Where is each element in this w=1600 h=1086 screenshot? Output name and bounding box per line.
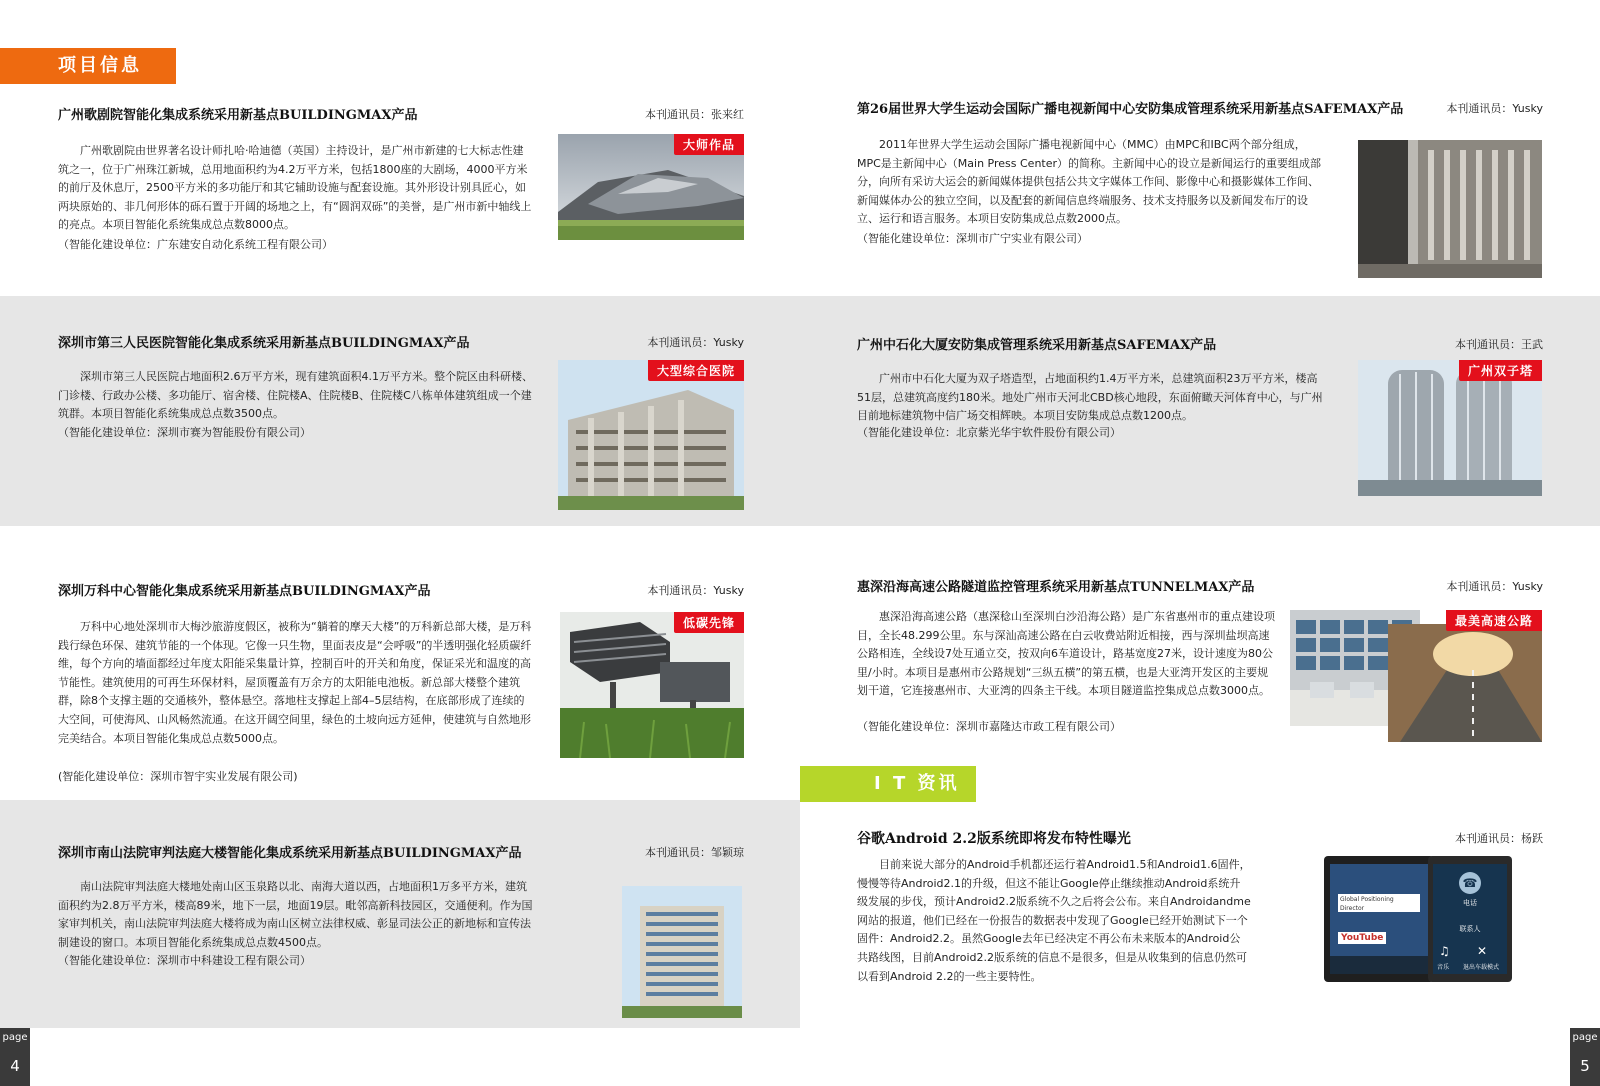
photo-android-phone-home bbox=[1324, 856, 1434, 982]
article-credit: (智能化建设单位：深圳市智宇实业发展有限公司) bbox=[58, 770, 298, 783]
article-reporter: 本刊通讯员：杨跃 bbox=[1455, 832, 1543, 845]
photo-nanshan-court bbox=[622, 886, 742, 1018]
phone-dock bbox=[1330, 956, 1428, 974]
article-title: 谷歌Android 2.2版系统即将发布特性曝光 bbox=[857, 831, 1131, 847]
article-reporter: 本刊通讯员：Yusky bbox=[647, 336, 744, 349]
phone-music-label: 音乐 bbox=[1437, 964, 1450, 971]
article-reporter: 本刊通讯员：邹颖琼 bbox=[645, 846, 744, 859]
article-body: 深圳市第三人民医院占地面积2.6万平方米，现有建筑面积4.1万平方米。整个院区由科研楼、门诊楼、行政办公楼、多功能厅、宿舍楼、住院楼A、住院楼B、住院楼C八栋单体建筑组成一个建筑群。本项目智能化系统集成总点数3500点。 bbox=[58, 370, 533, 421]
music-note-icon: ♫ bbox=[1439, 944, 1450, 958]
article-title: 深圳市南山法院审判法庭大楼智能化集成系统采用新基点BUILDINGMAX产品 bbox=[58, 846, 522, 861]
page-number: 5 bbox=[1580, 1057, 1590, 1075]
photo-badge: 大师作品 bbox=[674, 134, 744, 155]
article-title: 深圳万科中心智能化集成系统采用新基点BUILDINGMAX产品 bbox=[58, 584, 431, 599]
photo-badge: 最美高速公路 bbox=[1446, 610, 1542, 631]
article-title: 惠深沿海高速公路隧道监控管理系统采用新基点TUNNELMAX产品 bbox=[857, 580, 1255, 595]
photo-badge: 大型综合医院 bbox=[648, 360, 744, 381]
section-tag-project-info: 项目信息 bbox=[0, 48, 176, 84]
article-reporter: 本刊通讯员：王武 bbox=[1455, 338, 1543, 351]
article-body: 广州歌剧院由世界著名设计师扎哈·哈迪德（英国）主持设计，是广州市新建的七大标志性建筑之一，位于广州珠江新城，总用地面积约为4.2万平方米，包括1800座的大剧场，4000平方米的前厅及休息厅，2500平方米的多功能厅和其它辅助设施与配套设施。其外形设计别具匠心，如两块原始的、非几何形体的砾石置于开阔的场地之上，有“圆润双砾”的美誉，是广州市新中轴线上的亮点。本项目智能化系统集成总点数8000点。 bbox=[58, 144, 532, 232]
article-body: 广州市中石化大厦为双子塔造型，占地面积约1.4万平方米，总建筑面积23万平方米，楼高51层，总建筑高度约180米。地处广州市天河北CBD核心地段，东面俯瞰天河体育中心，与广州目前地标建筑物中信广场交相辉映。本项目安防集成总点数1200点。 bbox=[857, 372, 1323, 423]
hospital-building-illustration bbox=[558, 360, 744, 510]
article-credit: （智能化建设单位：深圳市广宁实业有限公司） bbox=[857, 232, 1088, 245]
article-credit: （智能化建设单位：深圳市中科建设工程有限公司） bbox=[58, 954, 311, 967]
phone-notification-banner: Global Positioning Director bbox=[1338, 894, 1420, 912]
article-reporter: 本刊通讯员：Yusky bbox=[647, 584, 744, 597]
phone-screen bbox=[1433, 864, 1507, 974]
article-reporter: 本刊通讯员：Yusky bbox=[1446, 580, 1543, 593]
section-tag-it-news: I T 资讯 bbox=[800, 766, 976, 802]
phone-contacts-label: 联系人 bbox=[1459, 925, 1481, 933]
vanke-center-illustration bbox=[560, 612, 744, 758]
phone-screen bbox=[1330, 864, 1428, 974]
photo-opera-house bbox=[558, 134, 744, 240]
page-label: page bbox=[2, 1032, 28, 1043]
photo-badge: 低碳先锋 bbox=[674, 612, 744, 633]
photo-mmc-building bbox=[1358, 140, 1542, 278]
page-number-left bbox=[0, 1028, 30, 1086]
article-credit: （智能化建设单位：深圳市嘉隆达市政工程有限公司） bbox=[857, 720, 1121, 733]
page-label: page bbox=[1572, 1032, 1598, 1043]
article-body: 南山法院审判法庭大楼地处南山区玉泉路以北、南海大道以西，占地面积1万多平方米，建筑面积约为2.8万平方米，楼高89米，地下一层，地面19层。毗邻高新科技园区，交通便利。作为国家审判机关，南山法院审判法庭大楼将成为南山区树立法律权威、彰显司法公正的新地标和宣传法制建设的窗口。本项目智能化系统集成总点数4500点。 bbox=[58, 880, 533, 949]
youtube-logo: YouTube bbox=[1338, 932, 1386, 944]
article-body: 万科中心地处深圳市大梅沙旅游度假区，被称为“躺着的摩天大楼”的万科新总部大楼，是万科践行绿色环保、建筑节能的一个体现。它像一只生物，里面表皮是“会呼吸”的半透明强化轻质碳纤维，每个方向的墙面都经过年度太阳能采集量计算，控制百叶的开关和角度，保证采光和温度的高节能性。建筑使用的可再生环保材料，屋顶覆盖有万余方的太阳能电池板。新总部大楼整个建筑群，除8个支撑主题的交通核外，整体悬空。落地柱支撑起上部4–5层结构，在底部形成了连续的大空间，可使海风、山风畅然流通。在这开阔空间里，绿色的土坡向远方延伸，使建筑与自然地形完美结合。本项目智能化集成总点数5000点。 bbox=[58, 620, 532, 745]
article-credit: （智能化建设单位：北京紫光华宇软件股份有限公司） bbox=[857, 426, 1121, 439]
page-number: 4 bbox=[10, 1057, 20, 1075]
page-number-right bbox=[1570, 1028, 1600, 1086]
article-credit: （智能化建设单位：深圳市赛为智能股份有限公司） bbox=[58, 426, 311, 439]
photo-vanke-center bbox=[560, 612, 744, 758]
article-reporter: 本刊通讯员：Yusky bbox=[1446, 102, 1543, 115]
photo-badge: 广州双子塔 bbox=[1459, 360, 1542, 381]
close-x-icon: ✕ bbox=[1477, 944, 1488, 958]
article-title: 广州歌剧院智能化集成系统采用新基点BUILDINGMAX产品 bbox=[58, 108, 418, 123]
article-title: 深圳市第三人民医院智能化集成系统采用新基点BUILDINGMAX产品 bbox=[58, 336, 470, 351]
article-body: 2011年世界大学生运动会国际广播电视新闻中心（MMC）由MPC和IBC两个部分组成，MPC是主新闻中心（Main Press Center）的简称。主新闻中心的设立是新闻运行的重要组成部分，向所有采访大运会的新闻媒体提供包括公共文字媒体工作间、影像中心和摄影媒体工作间、新闻媒体办公的独立空间，以及配套的新闻信息终端服务、技术支持服务以及新闻发布厅的设立、运行和语言服务。本项目安防集成总点数2000点。 bbox=[857, 138, 1322, 226]
court-building-illustration bbox=[622, 886, 742, 1018]
photo-android-phone-car bbox=[1428, 856, 1512, 982]
article-title: 广州中石化大厦安防集成管理系统采用新基点SAFEMAX产品 bbox=[857, 338, 1217, 353]
phone-call-label: 电话 bbox=[1463, 899, 1477, 907]
mmc-building-illustration bbox=[1358, 140, 1542, 278]
photo-tunnel-control bbox=[1290, 610, 1542, 742]
article-reporter: 本刊通讯员：张来红 bbox=[645, 108, 744, 121]
photo-hospital bbox=[558, 360, 744, 510]
phone-call-icon: ☎ bbox=[1459, 872, 1481, 894]
article-body: 目前来说大部分的Android手机都还运行着Android1.5和Android1.6固件，慢慢等待Android2.1的升级，但这不能让Google停止继续推动Android系统升级发展的步伐，预计Android2.2版系统不久之后将会公布。来自Androidandme网站的报道，他们已经在一份报告的数据表中发现了Google已经开始测试下一个固件：Android2.2。虽然Google去年已经决定不再公布未来版本的Android公共路线图，目前Android2.2版系统的信息不是很多，但是从收集到的信息仍然可以看到Android 2.2的一些主要特性。 bbox=[857, 858, 1251, 983]
article-credit: （智能化建设单位：广东建安自动化系统工程有限公司） bbox=[58, 238, 333, 251]
photo-sinopec-tower bbox=[1358, 360, 1542, 496]
article-body: 惠深沿海高速公路（惠深稔山至深圳白沙沿海公路）是广东省惠州市的重点建设项目，全长48.299公里。东与深汕高速公路在白云收费站附近相接，西与深圳盐坝高速公路相连，全线设7处互通立交，按双向6车道设计，路基宽度27米，设计速度为80公里/小时。本项目是惠州市公路规划“三纵五横”的第五横，也是大亚湾开发区的主要规划干道，它连接惠州市、大亚湾的四条主干线。本项目隧道监控集成总点数3000点。 bbox=[857, 610, 1275, 698]
article-title: 第26届世界大学生运动会国际广播电视新闻中心安防集成管理系统采用新基点SAFEMAX产品 bbox=[857, 102, 1404, 117]
phone-exit-label: 退出车载模式 bbox=[1463, 964, 1500, 971]
